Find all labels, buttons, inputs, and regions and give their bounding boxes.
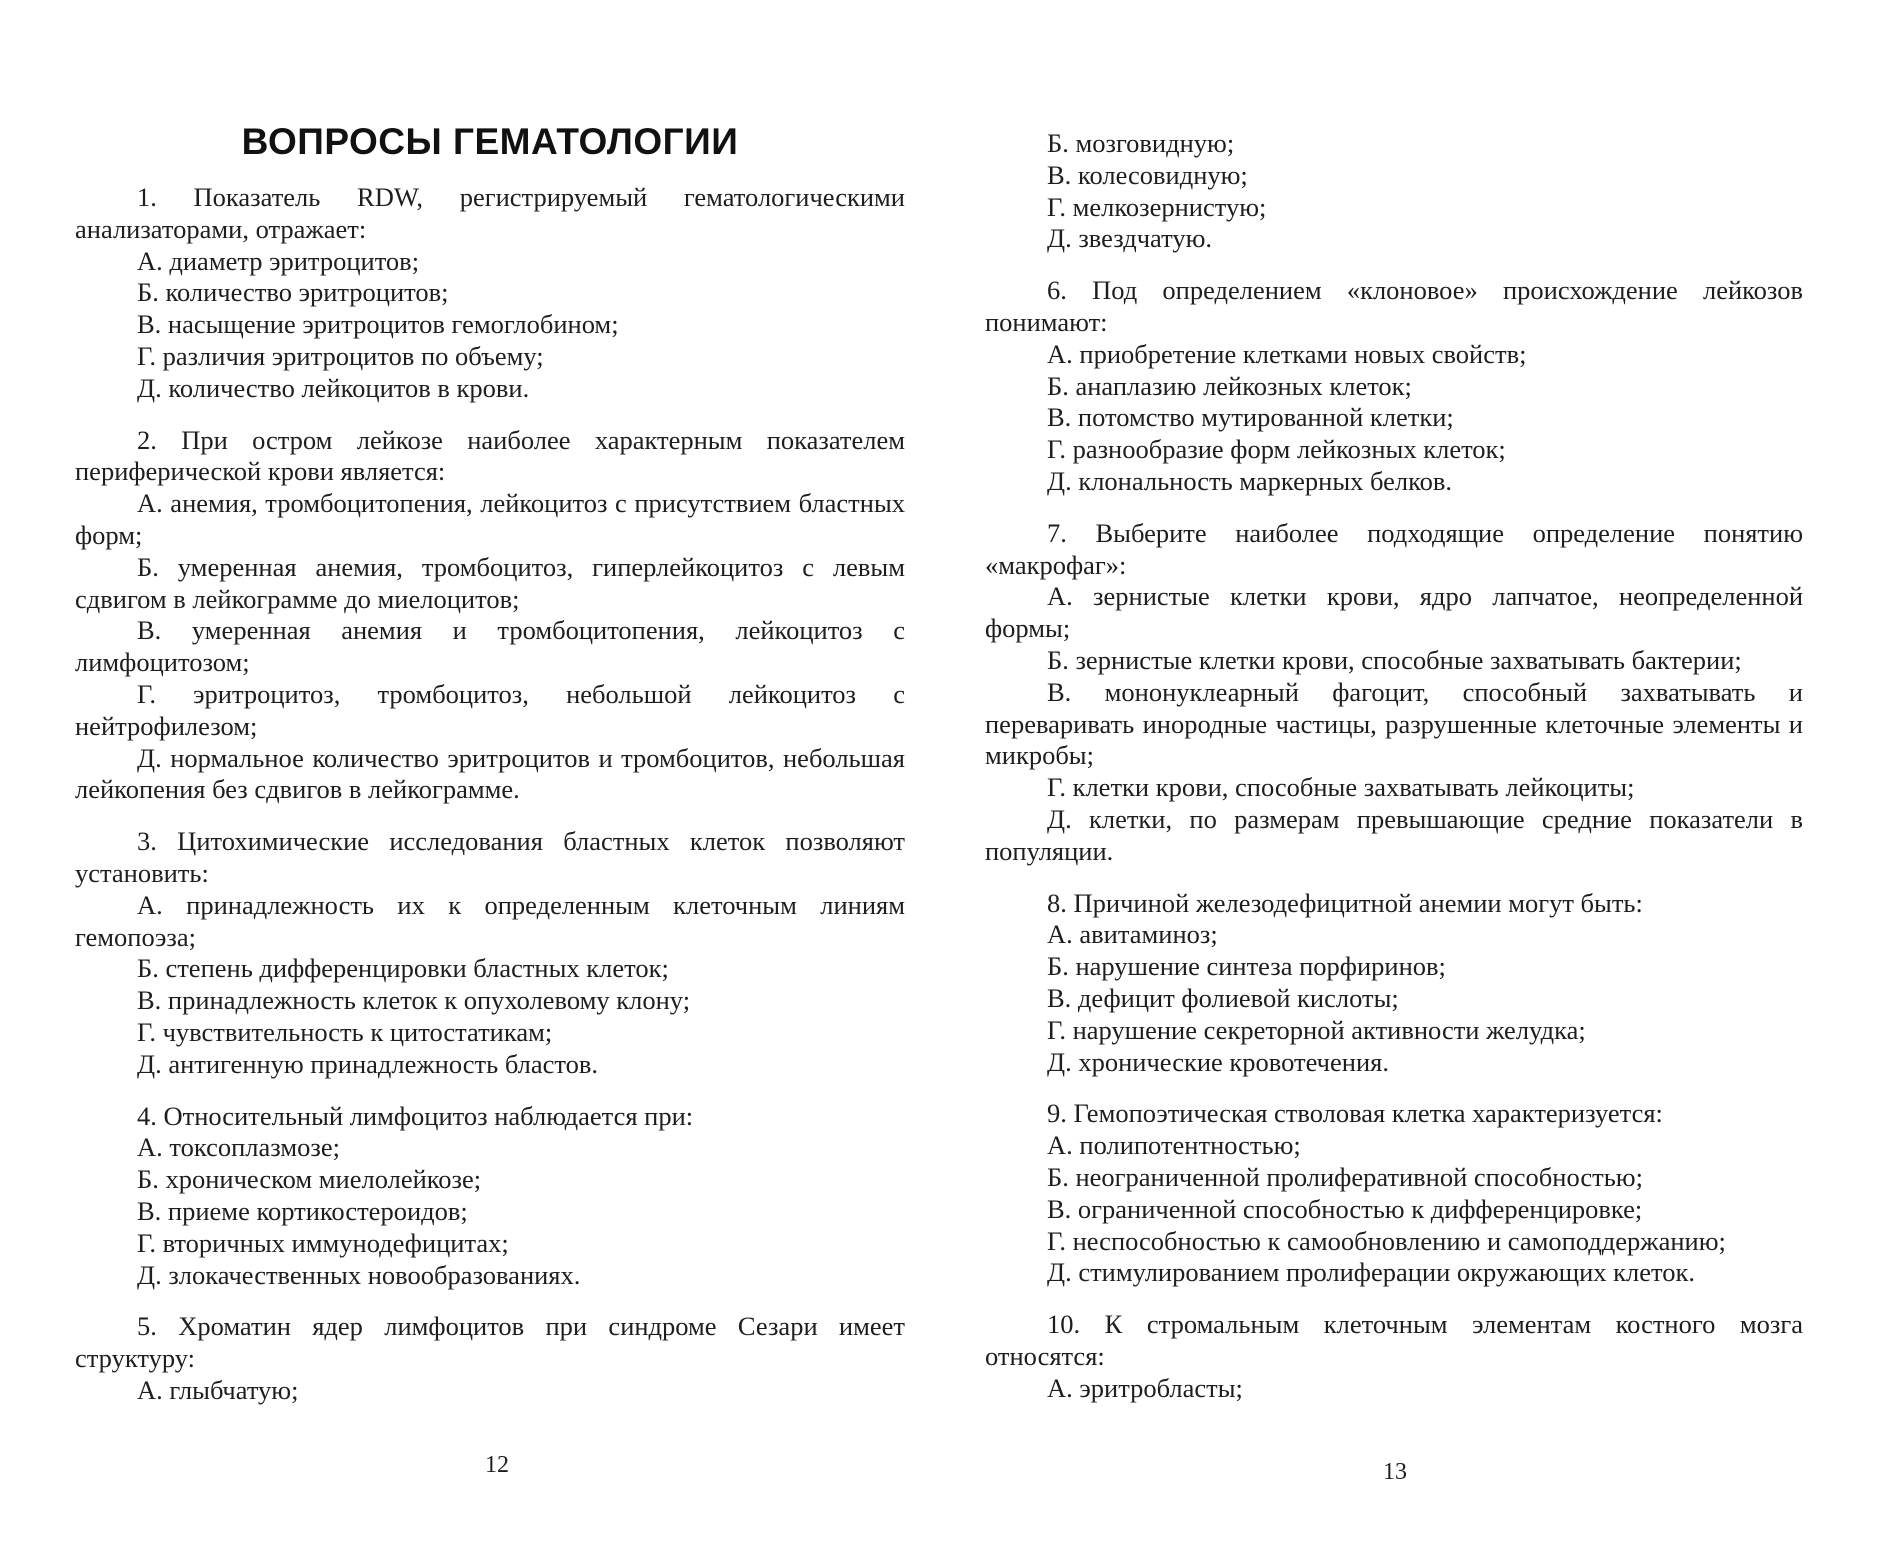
answer-option: Д. клетки, по размерам превышающие средние показатели в популяции. <box>985 803 1803 866</box>
page-number-left: 12 <box>485 1452 509 1478</box>
question-block <box>75 182 905 405</box>
question-block <box>985 1098 1803 1289</box>
question-stem: 7. Выберите наиболее подходящие определение понятию «макрофаг»: <box>985 517 1803 580</box>
answer-option: В. колесовидную; <box>1047 159 1248 190</box>
question-block <box>985 1309 1803 1404</box>
question-stem: 3. Цитохимические исследования бластных клеток позволяют установить: <box>75 826 905 888</box>
answer-option: В. мононуклеарный фагоцит, способный захватывать и переваривать инородные частицы, разрушенные клеточные элементы и микробы; <box>985 676 1803 771</box>
answer-option: Г. чувствительность к цитостатикам; <box>137 1016 553 1047</box>
answer-option: Б. хроническом миелолейкозе; <box>137 1164 482 1195</box>
answer-option: Д. хронические кровотечения. <box>1047 1046 1389 1077</box>
question-block <box>75 826 905 1080</box>
question-block <box>75 1101 905 1292</box>
answer-option: Д. стимулированием пролиферации окружающих клеток. <box>1047 1257 1696 1288</box>
question-stem: 8. Причиной железодефицитной анемии могут быть: <box>1047 887 1643 918</box>
answer-option: В. умеренная анемия и тромбоцитопения, лейкоцитоз с лимфоцитозом; <box>75 615 905 678</box>
answer-option: Г. разнообразие форм лейкозных клеток; <box>1047 434 1506 465</box>
answer-option: Б. неограниченной пролиферативной способностью; <box>1047 1161 1643 1192</box>
question-stem: 10. К стромальным клеточным элементам костного мозга относятся: <box>985 1309 1803 1371</box>
answer-option: А. токсоплазмозе; <box>137 1132 340 1163</box>
right-page <box>985 0 1803 1548</box>
answer-option: А. анемия, тромбоцитопения, лейкоцитоз с присутствием бластных форм; <box>75 488 905 550</box>
right-question-column <box>985 128 1803 1424</box>
answer-option: В. дефицит фолиевой кислоты; <box>1047 982 1399 1013</box>
answer-option: Г. вторичных иммунодефицитах; <box>137 1227 509 1258</box>
answer-option: Г. различия эритроцитов по объему; <box>137 340 544 371</box>
answer-option: В. принадлежность клеток к опухолевому клону; <box>137 985 691 1016</box>
answer-option: А. эритробласты; <box>1047 1372 1243 1403</box>
question-block <box>75 1311 905 1406</box>
answer-option: А. приобретение клетками новых свойств; <box>1047 338 1527 369</box>
question-block <box>985 888 1803 1079</box>
answer-option: Б. степень дифференцировки бластных клеток; <box>137 953 669 984</box>
answer-option: Б. зернистые клетки крови, способные захватывать бактерии; <box>1047 644 1742 675</box>
answer-option: Г. эритроцитоз, тромбоцитоз, небольшой лейкоцитоз с нейтрофилезом; <box>75 678 905 741</box>
question-stem: 6. Под определением «клоновое» происхождение лейкозов понимают: <box>985 275 1803 337</box>
answer-option: В. потомство мутированной клетки; <box>1047 402 1454 433</box>
answer-option: Б. мозговидную; <box>1047 128 1235 158</box>
answer-option: Г. неспособностью к самообновлению и самоподдержанию; <box>1047 1225 1726 1256</box>
answer-option: А. глыбчатую; <box>137 1374 299 1405</box>
question-block <box>75 425 905 807</box>
question-block <box>985 518 1803 868</box>
answer-option: Б. нарушение синтеза порфиринов; <box>1047 951 1446 982</box>
answer-option: А. зернистые клетки крови, ядро лапчатое, неопределенной формы; <box>985 581 1803 644</box>
answer-option: Д. количество лейкоцитов в крови. <box>137 372 530 403</box>
answer-option: А. принадлежность их к определенным клеточным линиям гемопоэза; <box>75 889 905 952</box>
question-stem: 9. Гемопоэтическая стволовая клетка характеризуется: <box>1047 1098 1663 1129</box>
question-stem: 5. Хроматин ядер лимфоцитов при синдроме Сезари имеет структуру: <box>75 1311 905 1374</box>
question-continuation <box>985 128 1803 255</box>
answer-option: В. насыщение эритроцитов гемоглобином; <box>137 309 619 340</box>
page-number-right: 13 <box>1383 1459 1407 1485</box>
answer-option: А. полипотентностью; <box>1047 1130 1301 1161</box>
answer-option: Д. нормальное количество эритроцитов и тромбоцитов, небольшая лейкопения без сдвигов в лейкограмме. <box>75 742 905 805</box>
answer-option: А. диаметр эритроцитов; <box>137 245 420 276</box>
question-stem: 4. Относительный лимфоцитоз наблюдается при: <box>137 1100 694 1131</box>
answer-option: Д. злокачественных новообразованиях. <box>137 1259 581 1290</box>
answer-option: Б. анаплазию лейкозных клеток; <box>1047 370 1412 401</box>
left-page <box>75 0 905 1548</box>
answer-option: Г. мелкозернистую; <box>1047 191 1267 222</box>
answer-option: Б. умеренная анемия, тромбоцитоз, гиперлейкоцитоз с левым сдвигом в лейкограмме до миелоцитов; <box>75 551 905 614</box>
answer-option: В. приеме кортикостероидов; <box>137 1195 468 1226</box>
question-stem: 1. Показатель RDW, регистрируемый гематологическими анализаторами, отражает: <box>75 182 905 244</box>
answer-option: Г. клетки крови, способные захватывать лейкоциты; <box>1047 772 1635 803</box>
answer-option: Г. нарушение секреторной активности желудка; <box>1047 1014 1586 1045</box>
answer-option: Д. клональность маркерных белков. <box>1047 465 1453 496</box>
page-title: ВОПРОСЫ ГЕМАТОЛОГИИ <box>241 121 739 162</box>
left-question-column <box>75 182 905 1427</box>
answer-option: Д. звездчатую. <box>1047 223 1213 254</box>
answer-option: В. ограниченной способностью к дифференцировке; <box>1047 1193 1643 1224</box>
answer-option: А. авитаминоз; <box>1047 919 1218 950</box>
question-block <box>985 275 1803 498</box>
answer-option: Д. антигенную принадлежность бластов. <box>137 1048 599 1079</box>
question-stem: 2. При остром лейкозе наиболее характерным показателем периферической крови является: <box>75 424 905 487</box>
answer-option: Б. количество эритроцитов; <box>137 277 449 308</box>
